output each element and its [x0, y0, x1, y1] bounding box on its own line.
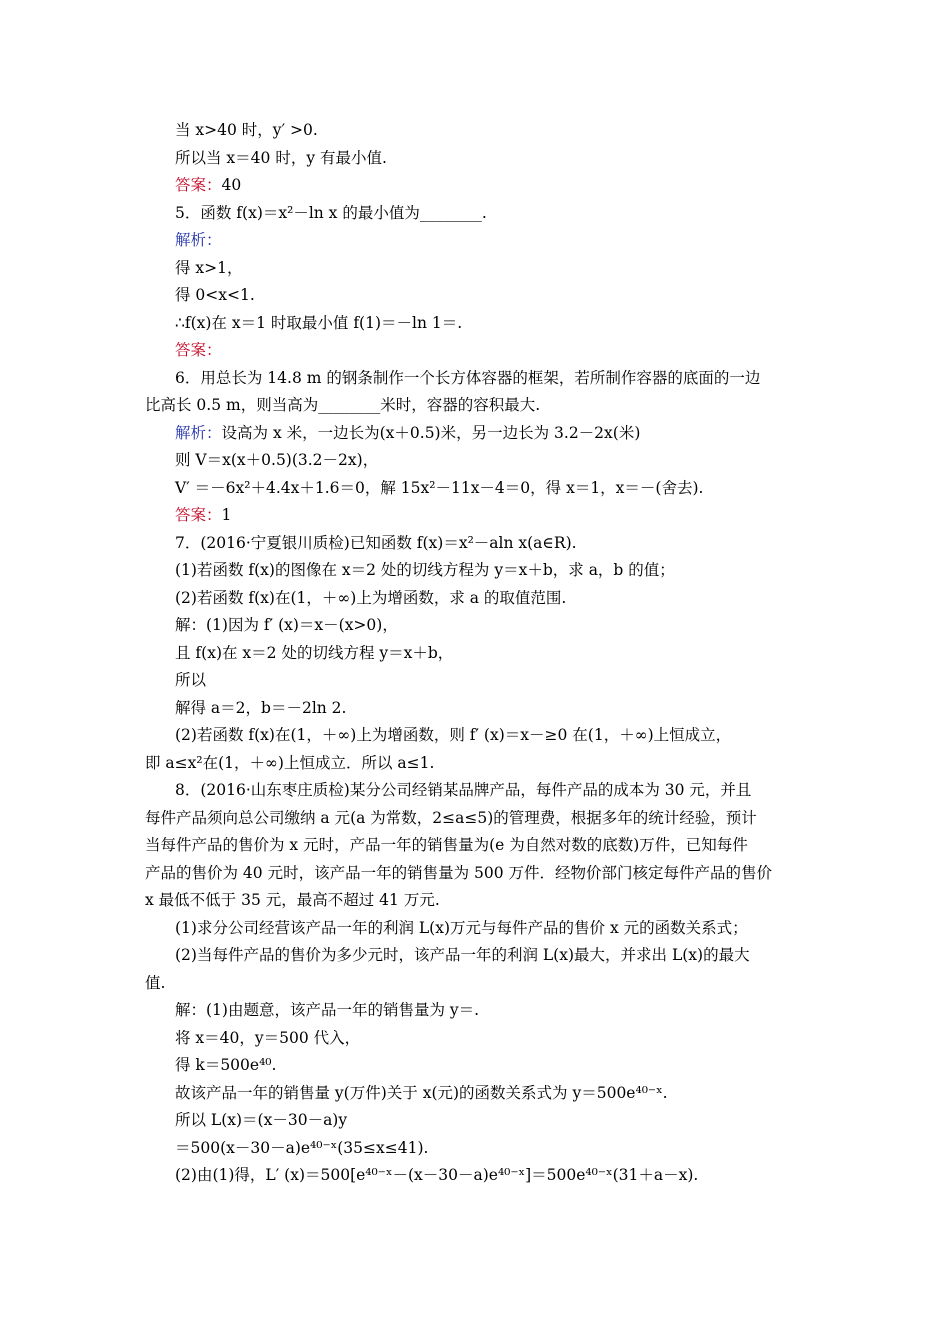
text-line	[145, 970, 815, 996]
text-line	[175, 1025, 845, 1051]
line-text: 且 f(x)在 x＝2 处的切线方程 y＝x＋b，	[175, 643, 454, 662]
text-line	[175, 667, 845, 693]
text-line	[175, 172, 845, 198]
text-line	[175, 475, 845, 501]
line-text: 得 x>1，	[175, 258, 243, 277]
line-text: 即 a≤x²在(1，＋∞)上恒成立．所以 a≤1.	[145, 753, 435, 772]
line-text: 解得 a＝2，b＝－2ln 2.	[175, 698, 347, 717]
text-line	[145, 805, 815, 831]
answer-label: 答案：	[175, 176, 222, 194]
line-text: 所以	[175, 671, 207, 689]
line-text: (2)若函数 f(x)在(1，＋∞)上为增函数，则 f′ (x)＝x－≥0 在(1，＋∞)上恒成立，	[175, 726, 732, 744]
text-line	[175, 1080, 845, 1106]
answer-label: 解析：	[175, 423, 222, 442]
line-text: 1	[221, 506, 232, 524]
text-line	[175, 502, 845, 528]
text-line	[175, 447, 845, 473]
line-text: (1)求分公司经营该产品一年的利润 L(x)万元与每件产品的售价 x 元的函数关系式；	[175, 918, 748, 937]
line-text: 产品的售价为 40 元时，该产品一年的销售量为 500 万件．经物价部门核定每件产品的售价	[145, 863, 773, 882]
line-text: 值.	[145, 973, 166, 992]
line-text: ＝500(x－30－a)e⁴⁰⁻ˣ(35≤x≤41).	[175, 1138, 429, 1157]
line-text: V′ ＝－6x²＋4.4x＋1.6＝0，解 15x²－11x－4＝0，得 x＝1，x＝－(舍去).	[175, 478, 704, 497]
text-line	[175, 1162, 845, 1188]
text-line	[175, 282, 845, 308]
text-line	[145, 887, 815, 913]
line-text: x 最低不低于 35 元，最高不超过 41 万元.	[145, 891, 440, 909]
line-text: 解：(1)由题意，该产品一年的销售量为 y＝.	[175, 1001, 480, 1019]
line-text: 每件产品须向总公司缴纳 a 元(a 为常数，2≤a≤5)的管理费，根据多年的统计经验，预计	[145, 808, 757, 827]
line-text: 得 0<x<1.	[175, 286, 255, 304]
text-line	[145, 832, 815, 858]
text-line	[175, 337, 845, 363]
text-line	[175, 1052, 845, 1078]
line-text: 设高为 x 米，一边长为(x＋0.5)米，另一边长为 3.2－2x(米)	[221, 423, 641, 442]
text-line	[175, 942, 845, 968]
text-line	[175, 722, 845, 748]
text-line	[175, 530, 845, 556]
line-text: (2)若函数 f(x)在(1，＋∞)上为增函数，求 a 的取值范围.	[175, 588, 567, 607]
text-line	[175, 915, 845, 941]
line-text: 所以 L(x)＝(x－30－a)y	[175, 1111, 348, 1129]
text-line	[175, 310, 845, 336]
line-text: 所以当 x＝40 时，y 有最小值.	[175, 148, 387, 167]
text-line	[175, 585, 845, 611]
text-line	[175, 997, 845, 1023]
line-text: 6．用总长为 14.8 m 的钢条制作一个长方体容器的框架，若所制作容器的底面的一边	[175, 368, 761, 387]
line-text: ∴f(x)在 x＝1 时取最小值 f(1)＝－ln 1＝.	[175, 313, 463, 332]
text-line	[175, 255, 845, 281]
text-line	[175, 420, 845, 446]
line-text: (2)由(1)得，L′ (x)＝500[e⁴⁰⁻ˣ－(x－30－a)e⁴⁰⁻ˣ]＝500e⁴⁰⁻ˣ(31＋a－x).	[175, 1166, 699, 1184]
text-line	[175, 145, 845, 171]
line-text: 当 x>40 时，y′ >0.	[175, 121, 318, 139]
text-line	[175, 227, 845, 253]
text-line	[175, 365, 845, 391]
line-text: 得 k＝500e⁴⁰.	[175, 1056, 277, 1074]
line-text: 将 x＝40，y＝500 代入，	[175, 1028, 361, 1047]
text-line	[175, 640, 845, 666]
text-line	[175, 612, 845, 638]
line-text: 5．函数 f(x)＝x²－ln x 的最小值为________.	[175, 203, 487, 222]
text-line	[175, 1135, 845, 1161]
line-text: 比高长 0.5 m，则当高为________米时，容器的容积最大.	[145, 396, 541, 414]
line-text: (2)当每件产品的售价为多少元时，该产品一年的利润 L(x)最大，并求出 L(x)的最大	[175, 946, 750, 964]
text-line	[175, 695, 845, 721]
text-line	[175, 200, 845, 226]
text-line	[145, 860, 815, 886]
text-line	[175, 777, 845, 803]
line-text: 当每件产品的售价为 x 元时，产品一年的销售量为(e 为自然对数的底数)万件，已知每件	[145, 836, 748, 854]
answer-label: 解析：	[175, 231, 222, 249]
text-line	[175, 1107, 845, 1133]
line-text: 故该产品一年的销售量 y(万件)关于 x(元)的函数关系式为 y＝500e⁴⁰⁻ˣ.	[175, 1083, 668, 1102]
line-text: 7．(2016·宁夏银川质检)已知函数 f(x)＝x²－aln x(a∈R).	[175, 533, 577, 552]
answer-label: 答案：	[175, 341, 222, 359]
line-text: 40	[221, 176, 242, 194]
text-line	[145, 392, 815, 418]
text-line	[145, 750, 815, 776]
text-line	[175, 117, 845, 143]
line-text: 8．(2016·山东枣庄质检)某分公司经销某品牌产品，每件产品的成本为 30 元，并且	[175, 781, 752, 799]
answer-label: 答案：	[175, 506, 222, 524]
line-text: 则 V＝x(x＋0.5)(3.2－2x)，	[175, 451, 379, 469]
text-line	[175, 557, 845, 583]
line-text: 解：(1)因为 f′ (x)＝x－(x>0)，	[175, 616, 398, 634]
line-text: (1)若函数 f(x)的图像在 x＝2 处的切线方程为 y＝x＋b，求 a，b 的值；	[175, 561, 675, 579]
